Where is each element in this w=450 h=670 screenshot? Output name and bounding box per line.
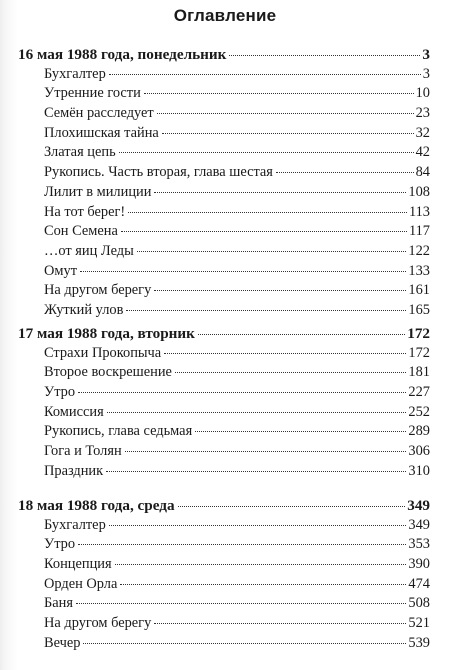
page-number: 84 [415,164,430,181]
toc-section-heading [18,45,430,65]
dot-leader [175,372,406,373]
toc-entry [18,262,430,282]
entry-title: Рукопись, глава седьмая [44,423,193,440]
toc-entry [18,575,430,595]
page-number: 289 [408,423,430,440]
entry-title: Бухгалтер [44,65,106,82]
entry-title: Второе воскрешение [44,364,172,381]
toc-entry [18,462,430,482]
toc-entry [18,422,430,442]
entry-title: Бухгалтер [44,516,106,533]
page-number: 252 [408,403,430,420]
dot-leader [125,451,407,452]
toc-section-may-18 [18,496,430,654]
toc-entry [18,344,430,364]
entry-title: Гога и Толян [44,443,122,460]
page-number: 474 [408,575,430,592]
dot-leader [162,133,414,134]
entry-title: Рукопись. Часть вторая, глава шестая [44,164,273,181]
toc-entry [18,104,430,124]
toc-entry [18,65,430,85]
dot-leader [144,93,414,94]
toc-entry [18,383,430,403]
dot-leader [115,564,407,565]
page-number: 390 [408,556,430,573]
toc-section-heading [18,496,430,516]
dot-leader [83,643,406,644]
page-number: 122 [408,242,430,259]
dot-leader [154,623,406,624]
dot-leader [76,603,406,604]
dot-leader [195,431,406,432]
page-number: 23 [415,105,430,122]
toc-section-heading [18,324,430,344]
page-number: 306 [408,443,430,460]
dot-leader [154,192,406,193]
toc-entry [18,84,430,104]
toc-entry [18,442,430,462]
entry-title: Жуткий улов [44,301,124,318]
entry-title: Утро [44,536,76,553]
toc-entry [18,634,430,654]
page-number: 42 [415,144,430,161]
toc-entry [18,281,430,301]
entry-title: Златая цепь [44,144,116,161]
page-number: 521 [408,615,430,632]
toc-entry [18,143,430,163]
toc-entry [18,535,430,555]
toc-section-may-16 [18,45,430,321]
entry-title: Утро [44,384,76,401]
entry-title: На другом берегу [44,615,152,632]
dot-leader [229,55,420,56]
page-number: 108 [408,183,430,200]
dot-leader [109,74,421,75]
dot-leader [128,212,407,213]
dot-leader [107,412,407,413]
toc-entry [18,242,430,262]
dot-leader [80,271,406,272]
dot-leader [109,525,407,526]
dot-leader [78,544,406,545]
entry-title: …от яиц Леды [44,242,134,259]
entry-title: Плохишская тайна [44,124,159,141]
toc-entry [18,124,430,144]
dot-leader [106,471,406,472]
toc-entry [18,403,430,423]
page-number: 10 [415,85,430,102]
dot-leader [78,392,406,393]
page-number: 133 [408,262,430,279]
page-number: 161 [408,282,430,299]
dot-leader [164,353,406,354]
page-number: 227 [408,384,430,401]
dot-leader [154,290,406,291]
page-number: 539 [408,634,430,651]
dot-leader [276,172,414,173]
toc-entry [18,555,430,575]
page-number: 172 [407,325,430,342]
page-number: 349 [408,516,430,533]
page-number: 349 [407,497,430,514]
toc-entry [18,516,430,536]
dot-leader [157,113,414,114]
toc-entry [18,163,430,183]
entry-title: Утренние гости [44,85,141,102]
toc-entry [18,183,430,203]
section-heading-text: 17 мая 1988 года, вторник [18,325,195,342]
toc-entry [18,222,430,242]
entry-title: Вечер [44,634,81,651]
entry-title: Баня [44,595,73,612]
entry-title: На тот берег! [44,203,126,220]
page-number: 32 [415,124,430,141]
dot-leader [126,310,406,311]
dot-leader [121,231,407,232]
page-number: 3 [422,65,430,82]
page-title: Оглавление [173,6,277,25]
toc-entry [18,594,430,614]
toc-entry [18,363,430,383]
dot-leader [137,251,407,252]
entry-title: Семён расследует [44,105,154,122]
toc-entry [18,614,430,634]
page-number: 117 [408,223,430,240]
page-number: 113 [408,203,430,220]
page-number: 165 [408,301,430,318]
entry-title: Комиссия [44,403,104,420]
toc-section-may-17 [18,324,430,482]
page-number: 310 [408,462,430,479]
dot-leader [120,584,406,585]
page-number: 181 [408,364,430,381]
page-number: 3 [422,46,430,63]
toc-entry [18,203,430,223]
page-number: 353 [408,536,430,553]
entry-title: Лилит в милиции [44,183,152,200]
dot-leader [119,152,414,153]
dot-leader [198,334,405,335]
page-number: 172 [408,344,430,361]
entry-title: Омут [44,262,77,279]
page-number: 508 [408,595,430,612]
section-heading-text: 18 мая 1988 года, среда [18,497,175,514]
entry-title: Сон Семена [44,223,118,240]
dot-leader [178,506,406,507]
entry-title: Концепция [44,556,112,573]
toc-entry [18,301,430,321]
entry-title: Праздник [44,462,104,479]
section-heading-text: 16 мая 1988 года, понедельник [18,46,227,63]
entry-title: На другом берегу [44,282,152,299]
entry-title: Страхи Прокопыча [44,344,162,361]
entry-title: Орден Орла [44,575,118,592]
